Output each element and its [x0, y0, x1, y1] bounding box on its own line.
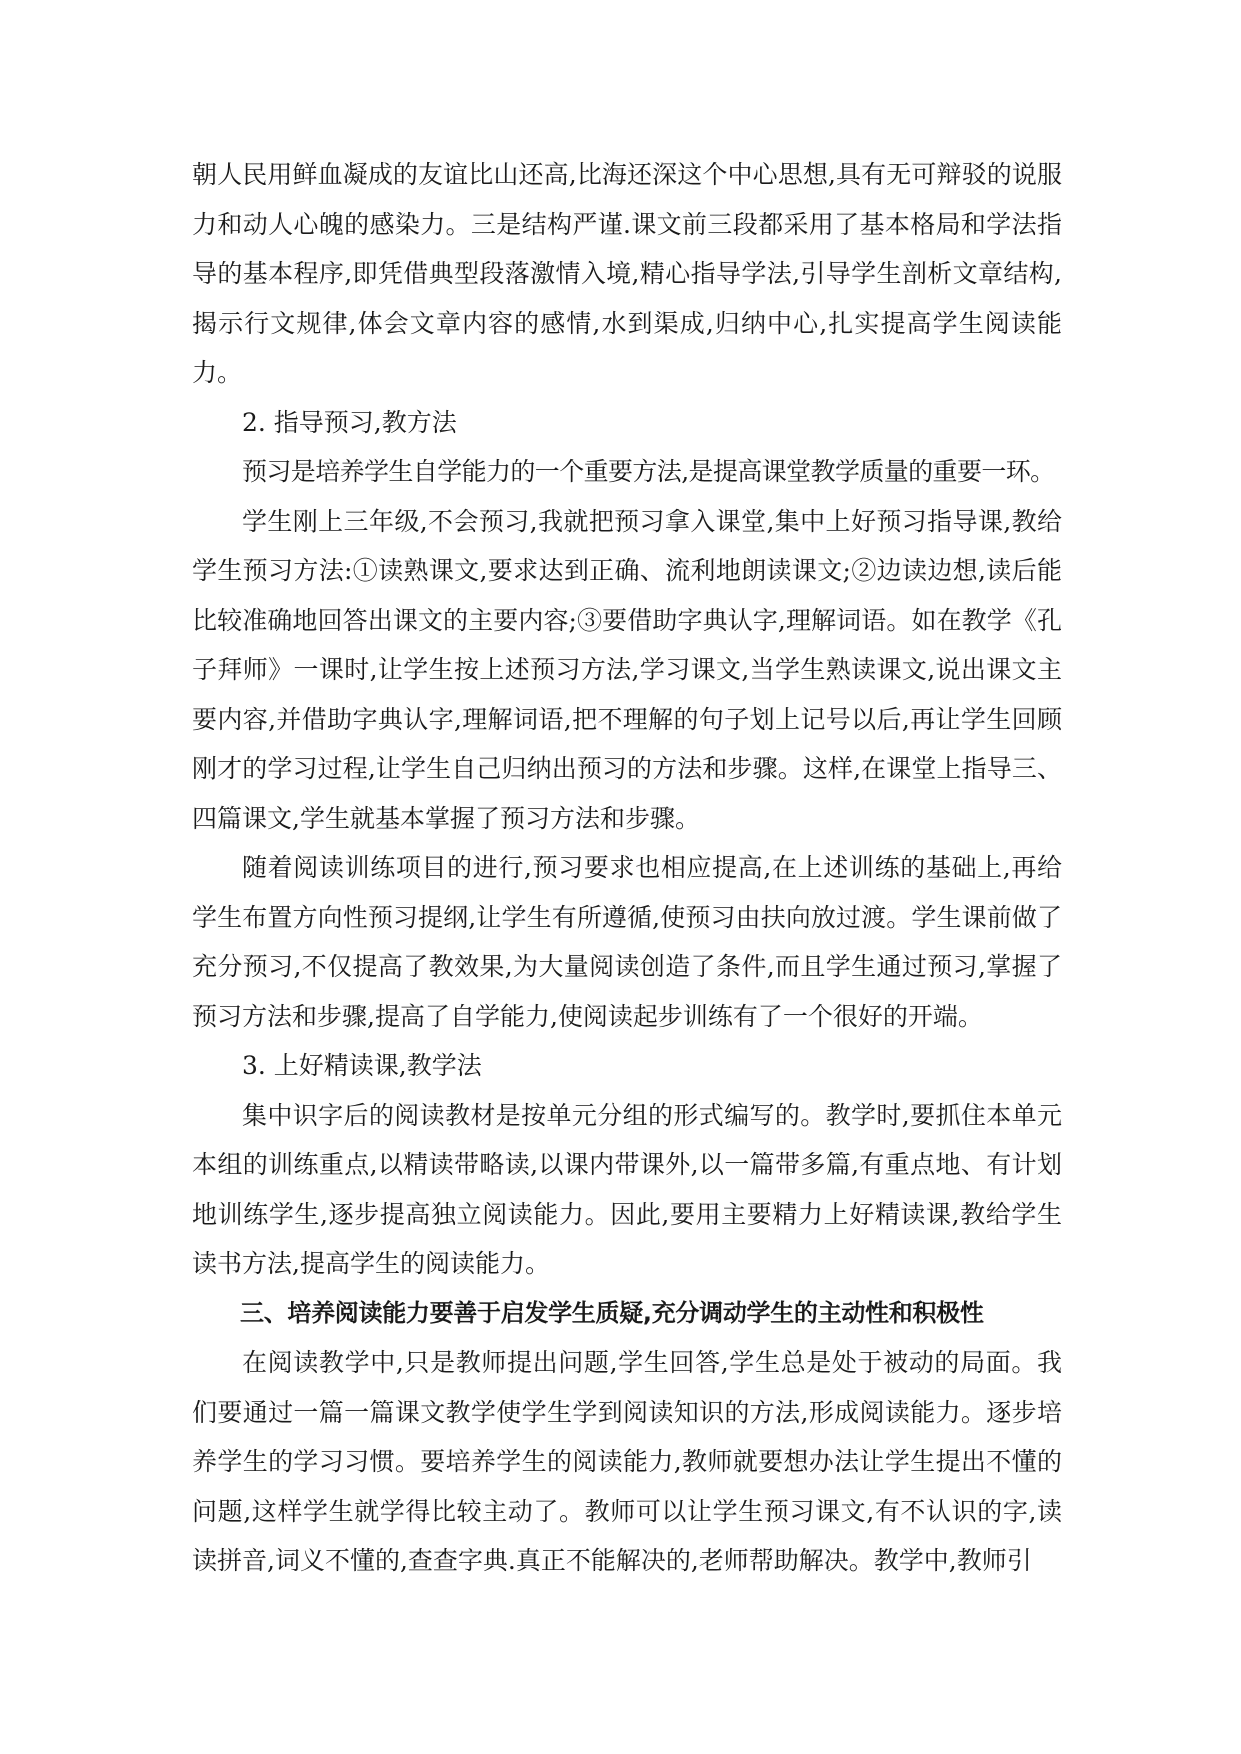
paragraph-intensive-reading: 集中识字后的阅读教材是按单元分组的形式编写的。教学时,要抓住本单元本组的训练重点,以精读带略读,以课内带课外,以一篇带多篇,有重点地、有计划地训练学生,逐步提高独立阅读能力。因此,要用主要精力上好精读课,教给学生读书方法,提高学生的阅读能力。: [192, 1100, 1062, 1278]
paragraph-preview-progress: 随着阅读训练项目的进行,预习要求也相应提高,在上述训练的基础上,再给学生布置方向性预习提纲,让学生有所遵循,使预习由扶向放过渡。学生课前做了充分预习,不仅提高了教效果,为大量阅读创造了条件,而且学生通过预习,掌握了预习方法和步骤,提高了自学能力,使阅读起步训练有了一个很好的开端。: [192, 853, 1062, 1031]
document-body: [192, 150, 1062, 1586]
paragraph-questioning: 在阅读教学中,只是教师提出问题,学生回答,学生总是处于被动的局面。我们要通过一篇一篇课文教学使学生学到阅读知识的方法,形成阅读能力。逐步培养学生的学习习惯。要培养学生的阅读能力,教师就要想办法让学生提出不懂的问题,这样学生就学得比较主动了。教师可以让学生预习课文,有不认识的字,读读拼音,词义不懂的,查查字典.真正不能解决的,老师帮助解决。教学中,教师引: [192, 1348, 1062, 1575]
section-heading-three: 三、培养阅读能力要善于启发学生质疑,充分调动学生的主动性和积极性: [240, 1298, 984, 1327]
subheading-intensive-reading: 3. 上好精读课,教学法: [242, 1051, 482, 1080]
subheading-preview-guidance: 2. 指导预习,教方法: [242, 407, 457, 437]
paragraph-preview-method: 学生刚上三年级,不会预习,我就把预习拿入课堂,集中上好预习指导课,教给学生预习方法:①读熟课文,要求达到正确、流利地朗读课文;②边读边想,读后能比较准确地回答出课文的主要内容;③要借助字典认字,理解词语。如在教学《孔子拜师》一课时,让学生按上述预习方法,学习课文,当学生熟读课文,说出课文主要内容,并借助字典认字,理解词语,把不理解的句子划上记号以后,再让学生回顾刚才的学习过程,让学生自己归纳出预习的方法和步骤。这样,在课堂上指导三、四篇课文,学生就基本掌握了预习方法和步骤。: [192, 506, 1062, 833]
paragraph-preview-importance: 预习是培养学生自学能力的一个重要方法,是提高课堂教学质量的重要一环。: [242, 457, 1055, 486]
paragraph-continuation: 朝人民用鲜血凝成的友谊比山还高,比海还深这个中心思想,具有无可辩驳的说服力和动人心魄的感染力。三是结构严谨.课文前三段都采用了基本格局和学法指导的基本程序,即凭借典型段落激情入境,精心指导学法,引导学生剖析文章结构,揭示行文规律,体会文章内容的感情,水到渠成,归纳中心,扎实提高学生阅读能力。: [192, 160, 1062, 387]
